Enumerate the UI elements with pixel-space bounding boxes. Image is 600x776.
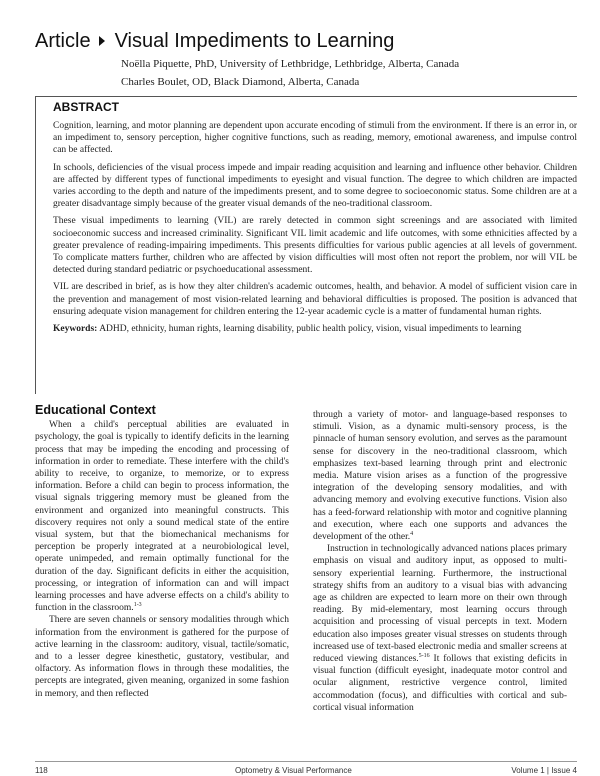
volume-issue: Volume 1 | Issue 4 xyxy=(511,766,577,775)
journal-name: Optometry & Visual Performance xyxy=(235,766,352,775)
abstract-paragraph: These visual impediments to learning (VIL) are rarely detected in common sight screenings and are associated with limited socioeconomic success and increased criminality. Significant VIL limit academic and life outcomes, with some ethnicities affected by a greater prevalence of reading-impairing impediments. This presents difficulties for various public agencies at all levels of government. To complicate matters further, children who are affected by vision difficulties will most often not report the problem, nor will VIL be detected during standard pediatric or psychoeducational assessment. xyxy=(53,216,577,276)
keywords-label: Keywords: xyxy=(53,324,98,335)
section-heading: Educational Context xyxy=(35,403,156,417)
body-paragraph: through a variety of motor- and language-based responses to stimuli. Vision, as a dynamic multi-sensory process, is the pinnacle of human sensory evolution, and serves as the paramount sense for discovery in the neo-traditional classroom, which emphasizes text-based learning through print and electronic media. Mature vision arises as a function of the progressive integration of the developing sensory modalities, and with advancing memory and evolving executive functions. Vision also has a feed-forward relationship with motor and cognitive planning and execution, where each one supports and advances the development of the other.$^4$ xyxy=(313,410,567,543)
page-number: 118 xyxy=(35,766,48,775)
body-paragraph: Instruction in technologically advanced nations places primary emphasis on visual and auditory input, as opposed to multi-sensory experiential learning. Furthermore, the instructional strategy shifts from an auditory to a visual bias with advancing age as children are expected to learn more on their own through reading. By mid-elementary, most learning occurs through acquisition and processing of visual percepts in text. Modern education also imposes greater visual stresses on students through increased use of text-based electronic media and smaller screens at reduced viewing distances.$^{5-16}$ It follows that existing deficits in visual function (difficult eyesight, inadequate motor control and ocular alignment, restrictive vergence control, limited accommodation (focus), and difficulties with cortical and sub-cortical visual information xyxy=(313,544,568,713)
page-footer xyxy=(35,761,577,776)
body-paragraph: When a child's perceptual abilities are evaluated in psychology, the goal is typically to identify deficits in the learning process that may be impeding the encoding and processing of information in order to remediate. These interfere with the child's ability to receive, to organize, to memorize, or to express information. Before a child can begin to process information, the visual signals triggering memory must be gleaned from the environment and organized into meaningful constructs. This discovery requires not only a sound medical state of the entire visual system, but that the biomechanical mechanisms for perception be properly integrated at a neurobiological level, operate unimpeded, and remain optimally functional for the duration of the day. Significant deficits in either the acquisition, processing, or integration of information can and will impact learning processes and have adverse effects on a child's ability to function in the classroom.$^{1-3}$ xyxy=(35,420,289,614)
title-text: Visual Impediments to Learning xyxy=(114,30,395,52)
abstract-paragraph: In schools, deficiencies of the visual process impede and impair reading acquisition and learning and influence other behavior. Children are affected by different types of functional impediments to eyesight and visual function. The degree to which children are impacted varies according to the depth and nature of the impediments present, and to some degree to socioeconomic status. Some children are at a greater disadvantage simply because of the greater visual demands of the neo-traditional classroom. xyxy=(53,162,577,210)
triangle-right-icon xyxy=(99,36,105,46)
body-paragraph: There are seven channels or sensory modalities through which information from the environment is gathered for the purpose of active learning in the classroom: auditory, visual, tactile/somatic, and to a lesser degree kinesthetic, gustatory, vestibular, and olfactory. As information flows in through these modalities, the percepts are integrated, given meaning, organized in some fashion in memory, and then reflected xyxy=(35,615,289,699)
abstract-box xyxy=(35,96,577,394)
author-list xyxy=(121,55,459,91)
keywords xyxy=(53,323,577,335)
abstract-paragraph: VIL are described in brief, as is how they alter children's academic outcomes, health, and behavior. A model of sufficient vision care in the prevention and management of most vision-related learning and behavioral difficulties is proposed. The position is advanced that ensuring adequate vision management for children entering the 12-year academic cycle is a matter of fundamental human rights. xyxy=(53,282,577,317)
author-line: Charles Boulet, OD, Black Diamond, Alberta, Canada xyxy=(121,76,360,88)
article-title xyxy=(35,30,394,53)
abstract-heading: ABSTRACT xyxy=(53,100,119,114)
citation: 4 xyxy=(410,530,414,537)
citation: 5-16 xyxy=(418,652,430,659)
section-label: Article xyxy=(35,30,91,52)
citation: 1-3 xyxy=(133,602,142,609)
abstract-paragraph: Cognition, learning, and motor planning are dependent upon accurate encoding of stimuli from the environment. If there is an error in, or an impediment to, sensory perception, higher cognitive functions, such as reading, memory, emotional awareness, and impulse control can be affected. xyxy=(53,121,577,156)
keywords-text: ADHD, ethnicity, human rights, learning disability, public health policy, vision, visual impediments to learning xyxy=(99,324,522,335)
right-column xyxy=(313,409,567,714)
left-column xyxy=(35,404,289,700)
author-line: Noëlla Piquette, PhD, University of Lethbridge, Lethbridge, Alberta, Canada xyxy=(121,58,460,70)
